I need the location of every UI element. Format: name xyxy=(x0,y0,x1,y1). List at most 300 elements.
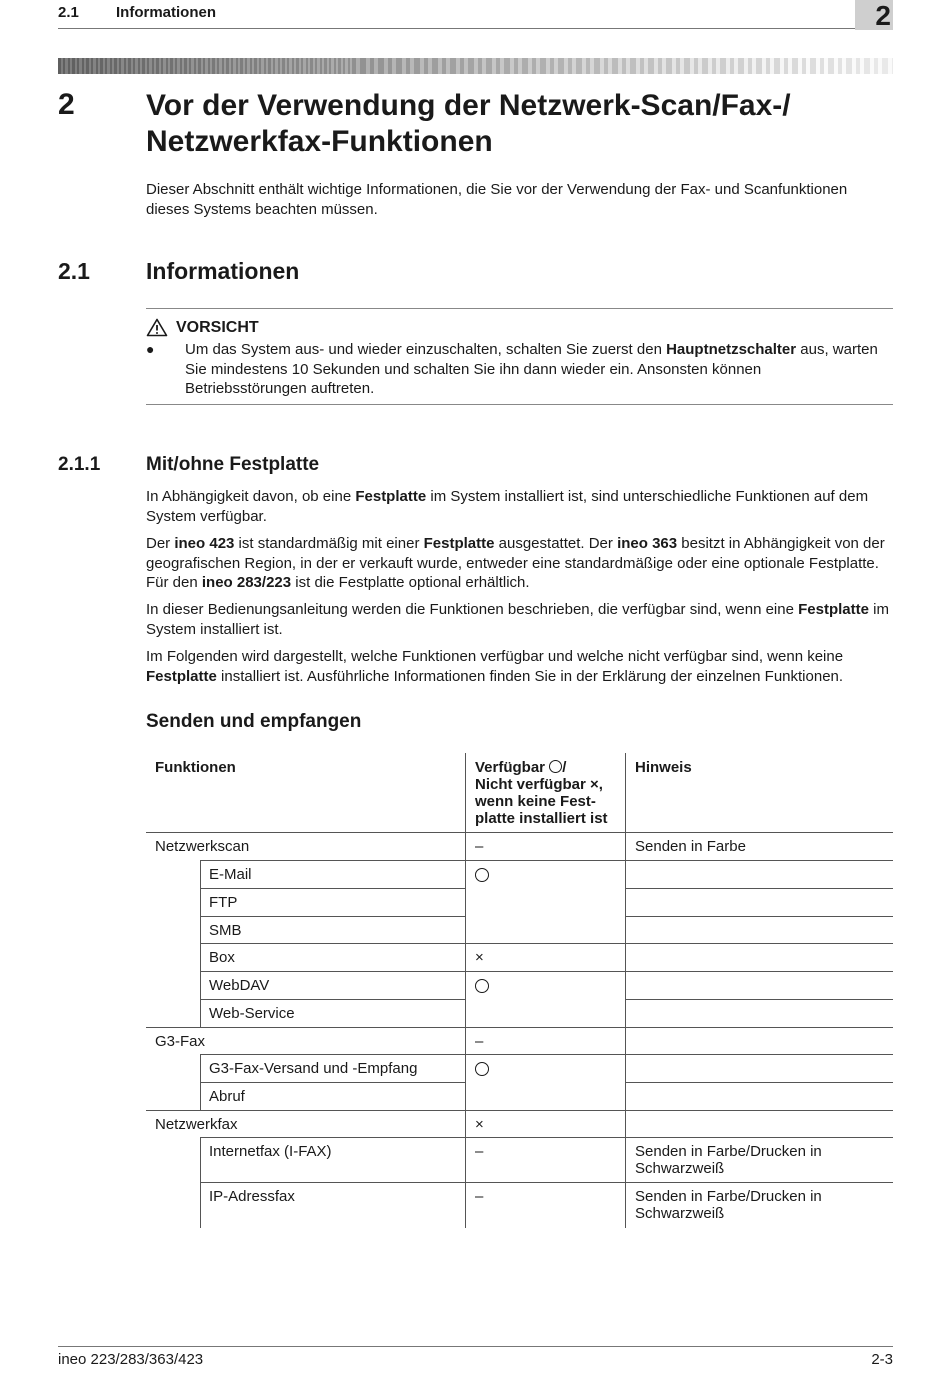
decorative-stripe xyxy=(96,58,98,74)
decorative-stripe xyxy=(327,58,329,74)
decorative-stripe xyxy=(374,58,378,74)
decorative-stripe xyxy=(450,58,456,74)
table-cell-function: Box xyxy=(209,949,235,966)
decorative-stripe xyxy=(338,58,341,74)
table-row-rule xyxy=(200,1137,893,1138)
decorative-stripe xyxy=(275,58,278,74)
note-line: Senden in Farbe/Drucken in xyxy=(635,1188,822,1205)
decorative-stripe xyxy=(438,58,442,74)
decorative-stripe xyxy=(317,58,320,74)
decorative-stripe xyxy=(322,58,324,74)
decorative-stripe xyxy=(84,58,86,74)
note-line: Schwarzweiß xyxy=(635,1160,725,1177)
decorative-stripe xyxy=(65,58,68,74)
table-row-rule xyxy=(200,1182,893,1183)
decorative-stripe xyxy=(170,58,173,74)
decorative-stripe xyxy=(301,58,303,74)
decorative-stripe xyxy=(149,58,152,74)
header-line xyxy=(475,759,620,776)
decorative-stripe xyxy=(762,58,766,74)
decorative-stripe xyxy=(888,58,892,74)
chapter-tab xyxy=(855,0,893,30)
table-cell-function: Netzwerkscan xyxy=(155,838,250,855)
decorative-stripe xyxy=(406,58,410,74)
decorative-stripe xyxy=(644,58,648,74)
decorative-stripe xyxy=(770,58,774,74)
decorative-stripe xyxy=(518,58,522,74)
decorative-stripe xyxy=(558,58,564,74)
decorative-stripe xyxy=(396,58,402,74)
decorative-stripe xyxy=(482,58,486,74)
decorative-stripe xyxy=(89,58,91,74)
decorative-stripe xyxy=(341,58,343,74)
available-circle-icon xyxy=(475,868,489,885)
decorative-stripe xyxy=(257,58,259,74)
decorative-stripe xyxy=(68,58,70,74)
decorative-stripe xyxy=(93,58,96,74)
decorative-stripe xyxy=(100,58,103,74)
table-row-rule xyxy=(200,916,465,917)
intro-paragraph xyxy=(146,180,893,219)
warning-heading xyxy=(146,318,259,337)
decorative-stripe xyxy=(254,58,257,74)
table-cell-note xyxy=(635,1143,885,1177)
decorative-stripe xyxy=(554,58,558,74)
table-header-rule xyxy=(146,832,893,833)
decorative-stripe xyxy=(324,58,327,74)
decorative-stripe xyxy=(259,58,261,74)
decorative-stripe xyxy=(464,58,468,74)
decorative-stripe xyxy=(392,58,396,74)
decorative-stripe xyxy=(456,58,460,74)
chapter-number: 2 xyxy=(58,88,75,121)
decorative-stripe xyxy=(292,58,294,74)
decorative-stripe xyxy=(402,58,406,74)
decorative-stripe xyxy=(196,58,198,74)
table-row-rule xyxy=(625,1082,893,1083)
table-row-rule xyxy=(200,1054,893,1055)
decorative-stripe xyxy=(694,58,698,74)
decorative-stripe xyxy=(98,58,100,74)
decorative-stripe xyxy=(159,58,161,74)
decorative-stripe xyxy=(240,58,243,74)
decorative-stripe xyxy=(215,58,217,74)
decorative-stripe xyxy=(414,58,420,74)
decorative-stripe xyxy=(142,58,145,74)
decorative-stripe xyxy=(474,58,478,74)
decorative-stripe xyxy=(536,58,540,74)
table-cell-availability: – xyxy=(475,1033,484,1050)
table-cell-availability: – xyxy=(475,1188,484,1205)
decorative-stripe xyxy=(738,58,744,74)
decorative-stripe xyxy=(428,58,432,74)
decorative-stripe xyxy=(180,58,182,74)
decorative-stripe xyxy=(124,58,126,74)
decorative-stripe xyxy=(582,58,586,74)
section-number: 2.1 xyxy=(58,258,90,284)
header-text: Verfügbar xyxy=(475,759,550,776)
decorative-stripe xyxy=(222,58,224,74)
decorative-stripe xyxy=(154,58,156,74)
table-header-note: Hinweis xyxy=(635,759,692,776)
paragraph-1 xyxy=(146,487,893,526)
decorative-stripe xyxy=(224,58,226,74)
decorative-stripe xyxy=(708,58,712,74)
note-line: Senden in Farbe/Drucken in xyxy=(635,1143,822,1160)
chapter-title-line-2: Netzwerkfax-Funktionen xyxy=(146,125,493,158)
decorative-stripe xyxy=(784,58,788,74)
decorative-stripe xyxy=(810,58,816,74)
bold-run: ineo 283/223 xyxy=(201,574,292,591)
decorative-stripe xyxy=(117,58,119,74)
decorative-stripe xyxy=(61,58,63,74)
subsection-title: Mit/ohne Festplatte xyxy=(146,454,320,475)
decorative-stripe xyxy=(266,58,268,74)
decorative-stripe xyxy=(510,58,514,74)
decorative-stripe xyxy=(500,58,504,74)
table-cell-note: Senden in Farbe xyxy=(635,838,746,855)
decorative-stripe xyxy=(343,58,345,74)
table-cell-function: IP-Adressfax xyxy=(209,1188,295,1205)
decorative-stripe xyxy=(86,58,89,74)
table-cell-function: E-Mail xyxy=(209,866,252,883)
decorative-stripe xyxy=(308,58,310,74)
decorative-stripe xyxy=(820,58,824,74)
decorative-stripe xyxy=(788,58,792,74)
decorative-stripe xyxy=(252,58,254,74)
decorative-stripe xyxy=(345,58,348,74)
decorative-stripe xyxy=(702,58,708,74)
decorative-stripe xyxy=(182,58,184,74)
table-cell-availability: – xyxy=(475,838,484,855)
decorative-stripe xyxy=(112,58,114,74)
decorative-stripe xyxy=(268,58,271,74)
decorative-stripe xyxy=(356,58,360,74)
footer-model: ineo 223/283/363/423 xyxy=(58,1351,204,1368)
footer-page-number: 2-3 xyxy=(871,1351,893,1368)
paragraph-3 xyxy=(146,600,893,639)
header-line: platte installiert ist xyxy=(475,810,608,827)
decorative-stripe xyxy=(212,58,215,74)
table-indent-divider xyxy=(200,1138,201,1228)
subsection-number: 2.1.1 xyxy=(58,454,101,475)
available-circle-icon xyxy=(475,1062,489,1079)
bold-run: Festplatte xyxy=(423,535,495,552)
decorative-stripe xyxy=(203,58,205,74)
decorative-stripe xyxy=(133,58,135,74)
decorative-stripe xyxy=(856,58,860,74)
decorative-stripe xyxy=(278,58,280,74)
decorative-stripe xyxy=(264,58,266,74)
decorative-stripe xyxy=(756,58,762,74)
decorative-stripe xyxy=(140,58,142,74)
decorative-stripe xyxy=(336,58,338,74)
decorative-stripe xyxy=(360,58,366,74)
text-run: im System installiert ist, sind unterschiedliche Funktionen auf dem System verfügbar. xyxy=(146,488,869,525)
decorative-stripe xyxy=(734,58,738,74)
text-run: In dieser Bedienungsanleitung werden die Funktionen beschrieben, die verfügbar sind, wenn eine xyxy=(146,601,799,618)
decorative-stripe xyxy=(79,58,82,74)
decorative-stripe xyxy=(852,58,856,74)
decorative-stripe xyxy=(690,58,694,74)
decorative-stripe xyxy=(432,58,438,74)
decorative-stripe xyxy=(828,58,834,74)
table-header-functions: Funktionen xyxy=(155,759,236,776)
decorative-stripe xyxy=(726,58,730,74)
decorative-stripe xyxy=(261,58,264,74)
decorative-stripe xyxy=(608,58,612,74)
decorative-stripe xyxy=(654,58,658,74)
text-run: ausgestattet. Der xyxy=(494,535,618,552)
decorative-stripe xyxy=(194,58,196,74)
decorative-stripe xyxy=(107,58,110,74)
decorative-stripe xyxy=(282,58,285,74)
decorative-stripe xyxy=(315,58,317,74)
decorative-stripe xyxy=(842,58,846,74)
decorative-stripe xyxy=(514,58,518,74)
decorative-stripe xyxy=(119,58,121,74)
decorative-stripe xyxy=(210,58,212,74)
decorative-stripe xyxy=(236,58,238,74)
table-cell-note xyxy=(635,1188,885,1222)
bold-run: Festplatte xyxy=(798,601,869,618)
decorative-stripe xyxy=(698,58,702,74)
text-run: In Abhängigkeit davon, ob eine xyxy=(146,488,356,505)
decorative-stripe xyxy=(798,58,802,74)
decorative-stripe xyxy=(636,58,640,74)
paragraph-4 xyxy=(146,647,893,686)
decorative-stripe xyxy=(496,58,500,74)
decorative-stripe xyxy=(233,58,236,74)
intro-line-2: dieses Systems beachten müssen. xyxy=(146,200,378,218)
table-column-divider xyxy=(625,753,626,1228)
decorative-stripe xyxy=(208,58,210,74)
header-text: / xyxy=(562,759,567,776)
table-cell-function: Netzwerkfax xyxy=(155,1116,238,1133)
decorative-stripe xyxy=(131,58,133,74)
table-cell-function: SMB xyxy=(209,922,242,939)
decorative-stripe xyxy=(550,58,554,74)
chapter-title-line-1: Vor der Verwendung der Netzwerk-Scan/Fax-/ xyxy=(146,89,791,122)
decorative-stripe xyxy=(716,58,720,74)
decorative-stripe xyxy=(135,58,138,74)
table-cell-function: WebDAV xyxy=(209,977,270,994)
decorative-stripe xyxy=(110,58,112,74)
decorative-stripe xyxy=(420,58,424,74)
decorative-stripe xyxy=(658,58,662,74)
intro-line-1: Dieser Abschnitt enthält wichtige Informationen, die Sie vor der Verwendung der Fax- und Scanfunktionen xyxy=(146,181,848,198)
decorative-stripe xyxy=(626,58,630,74)
decorative-stripe xyxy=(378,58,384,74)
decorative-stripe xyxy=(103,58,105,74)
decorative-stripe xyxy=(388,58,392,74)
decorative-stripe xyxy=(177,58,180,74)
table-row-rule xyxy=(200,888,465,889)
decorative-stripe xyxy=(424,58,428,74)
text-run: ist standardmäßig mit einer xyxy=(234,535,424,552)
decorative-stripe xyxy=(226,58,229,74)
decorative-stripe xyxy=(114,58,117,74)
decorative-stripe xyxy=(306,58,308,74)
table-cell-function: G3-Fax xyxy=(155,1033,206,1050)
decorative-stripe xyxy=(572,58,576,74)
table-cell-function: Abruf xyxy=(209,1088,245,1105)
decorative-stripe xyxy=(586,58,590,74)
decorative-stripe xyxy=(882,58,888,74)
running-header-section-number: 2.1 xyxy=(58,4,79,21)
paragraph-2 xyxy=(146,534,893,593)
table-row-rule xyxy=(200,971,893,972)
decorative-bar xyxy=(58,58,893,74)
bullet-icon: ● xyxy=(146,341,155,357)
table-row-rule xyxy=(200,860,893,861)
bold-run: ineo 423 xyxy=(174,535,235,552)
decorative-stripe xyxy=(748,58,752,74)
decorative-stripe xyxy=(870,58,874,74)
decorative-stripe xyxy=(874,58,878,74)
decorative-stripe xyxy=(546,58,550,74)
decorative-stripe xyxy=(352,58,356,74)
warning-bottom-rule xyxy=(146,404,893,405)
decorative-stripe xyxy=(564,58,568,74)
decorative-stripe xyxy=(243,58,245,74)
decorative-stripe xyxy=(712,58,716,74)
decorative-stripe xyxy=(121,58,124,74)
table-cell-function: FTP xyxy=(209,894,238,911)
decorative-stripe xyxy=(294,58,296,74)
decorative-stripe xyxy=(366,58,370,74)
decorative-stripe xyxy=(70,58,72,74)
decorative-stripe xyxy=(846,58,852,74)
decorative-stripe xyxy=(720,58,726,74)
decorative-stripe xyxy=(187,58,189,74)
decorative-stripe xyxy=(522,58,528,74)
decorative-stripe xyxy=(313,58,315,74)
decorative-stripe xyxy=(231,58,233,74)
decorative-stripe xyxy=(802,58,806,74)
decorative-stripe xyxy=(280,58,282,74)
decorative-stripe xyxy=(271,58,273,74)
decorative-stripe xyxy=(126,58,128,74)
table-column-divider xyxy=(465,753,466,1228)
header-line: wenn keine Fest- xyxy=(475,793,596,810)
text-run: Im Folgenden wird dargestellt, welche Funktionen verfügbar und welche nicht verfügbar sind, wenn keine xyxy=(146,648,844,665)
decorative-stripe xyxy=(594,58,600,74)
warning-label: VORSICHT xyxy=(176,318,259,336)
decorative-stripe xyxy=(730,58,734,74)
table-cell-availability: × xyxy=(475,949,484,966)
section-title: Informationen xyxy=(146,258,300,284)
decorative-stripe xyxy=(152,58,154,74)
decorative-stripe xyxy=(348,58,350,74)
bold-run: Festplatte xyxy=(146,667,217,685)
decorative-stripe xyxy=(892,58,893,74)
table-row-rule xyxy=(200,999,465,1000)
table-cell-function: G3-Fax-Versand und -Empfang xyxy=(209,1060,418,1077)
table-cell-function: Web-Service xyxy=(209,1005,295,1022)
bold-run: Festplatte xyxy=(355,488,427,505)
decorative-stripe xyxy=(303,58,306,74)
decorative-stripe xyxy=(63,58,65,74)
table-heading: Senden und empfangen xyxy=(146,711,362,732)
decorative-stripe xyxy=(168,58,170,74)
decorative-stripe xyxy=(460,58,464,74)
decorative-stripe xyxy=(468,58,474,74)
warning-text-part: aus, warten Sie mindestens 10 Sekunden und schalten Sie ihn dann wieder ein. Ansonsten können Betriebsstörungen auftreten. xyxy=(185,341,878,397)
decorative-stripe xyxy=(648,58,654,74)
text-run: Der xyxy=(146,535,175,552)
decorative-stripe xyxy=(684,58,690,74)
decorative-stripe xyxy=(600,58,604,74)
header-rule xyxy=(58,28,858,29)
header-line: Nicht verfügbar ×, xyxy=(475,776,603,793)
table-row-rule xyxy=(146,1027,893,1028)
decorative-stripe xyxy=(864,58,870,74)
decorative-stripe xyxy=(622,58,626,74)
decorative-stripe xyxy=(320,58,322,74)
table-cell-function: Internetfax (I-FAX) xyxy=(209,1143,332,1160)
decorative-stripe xyxy=(299,58,301,74)
text-run: ist die Festplatte optional erhältlich. xyxy=(291,574,530,591)
footer-rule xyxy=(58,1346,893,1347)
available-circle-icon xyxy=(475,979,489,996)
decorative-stripe xyxy=(287,58,289,74)
decorative-stripe xyxy=(618,58,622,74)
decorative-stripe xyxy=(612,58,618,74)
table-indent-divider xyxy=(200,860,201,1028)
table-cell-availability: × xyxy=(475,1116,484,1133)
decorative-stripe xyxy=(824,58,828,74)
chapter-tab-number: 2 xyxy=(875,0,891,31)
decorative-stripe xyxy=(329,58,331,74)
decorative-stripe xyxy=(442,58,446,74)
decorative-stripe xyxy=(72,58,75,74)
decorative-stripe xyxy=(75,58,77,74)
decorative-stripe xyxy=(528,58,532,74)
decorative-stripe xyxy=(105,58,107,74)
decorative-stripe xyxy=(590,58,594,74)
decorative-stripe xyxy=(666,58,672,74)
table-row-rule xyxy=(200,943,893,944)
decorative-stripe xyxy=(604,58,608,74)
decorative-stripe xyxy=(672,58,676,74)
decorative-stripe xyxy=(205,58,208,74)
decorative-stripe xyxy=(792,58,798,74)
decorative-stripe xyxy=(138,58,140,74)
decorative-stripe xyxy=(504,58,510,74)
decorative-stripe xyxy=(568,58,572,74)
decorative-stripe xyxy=(296,58,299,74)
warning-text-bold: Hauptnetzschalter xyxy=(666,341,797,358)
decorative-stripe xyxy=(191,58,194,74)
warning-triangle-icon xyxy=(146,318,168,337)
bold-run: ineo 363 xyxy=(617,535,678,552)
decorative-stripe xyxy=(486,58,492,74)
text-run: installiert ist. Ausführliche Informationen finden Sie in der Erklärung der einzelnen Funktionen. xyxy=(216,667,844,685)
decorative-stripe xyxy=(201,58,203,74)
warning-text xyxy=(185,340,885,399)
decorative-stripe xyxy=(334,58,336,74)
decorative-stripe xyxy=(350,58,352,74)
decorative-stripe xyxy=(816,58,820,74)
decorative-stripe xyxy=(77,58,79,74)
decorative-stripe xyxy=(166,58,168,74)
note-line: Schwarzweiß xyxy=(635,1205,725,1222)
decorative-stripe xyxy=(156,58,159,74)
decorative-stripe xyxy=(410,58,414,74)
decorative-stripe xyxy=(540,58,546,74)
table-header-availability xyxy=(475,759,620,827)
